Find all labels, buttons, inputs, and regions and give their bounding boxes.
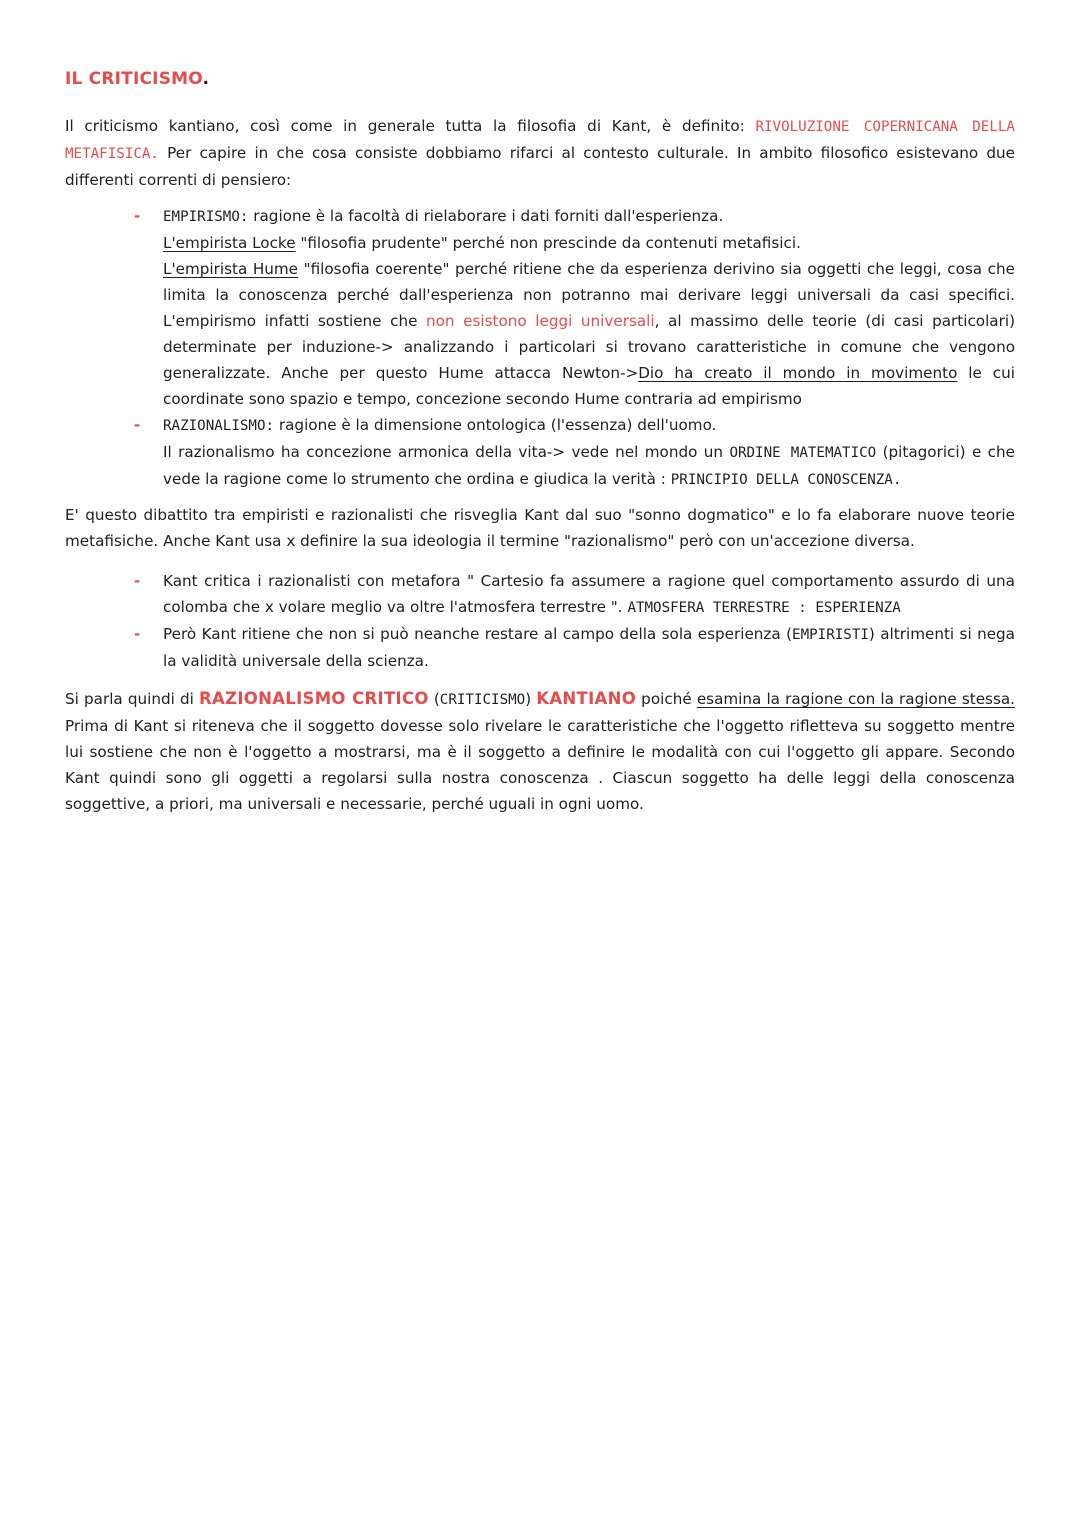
title-dot: . [202,69,210,89]
hume-text-3: le cui coordinate sono spazio e tempo, concezione secondo Hume contraria ad empirismo [163,364,1015,408]
intro-paragraph [65,113,1015,193]
dash-bullet: - [134,207,141,225]
concl-text-4: poiché [636,690,697,708]
hume-red-highlight: non esistono leggi universali [426,312,655,330]
dash-bullet: - [134,416,141,434]
principio-conoscenza: PRINCIPIO DELLA CONOSCENZA. [670,472,902,488]
concl-text-2: ( [428,690,440,708]
empirismo-def: ragione è la facoltà di rielaborare i dati forniti dall'esperienza. [248,207,724,225]
esamina-underlined: esamina la ragione con la ragione stessa. [696,690,1015,708]
razionalismo-def: ragione è la dimensione ontologica (l'essenza) dell'uomo. [274,416,717,434]
intro-text-2: Per capire in che cosa consiste dobbiamo rifarci al contesto culturale. In ambito filosofico esistevano due differenti correnti di pensiero: [65,144,1015,189]
concl-text-3: ) [525,690,537,708]
kantiano-highlight: KANTIANO [536,689,637,708]
razionalismo-text-1: Il razionalismo ha concezione armonica della vita-> vede nel mondo un [163,443,730,461]
conclusion-paragraph [65,686,1015,817]
atmosfera-caps: ATMOSFERA TERRESTRE : ESPERIENZA [627,600,901,616]
dash-bullet: - [134,572,141,590]
empiristi-caps: EMPIRISTI [792,627,869,643]
cartesio-text: Kant critica i razionalisti con metafora " Cartesio fa assumere a ragione quel comportamento assurdo di una colomba che x volare meglio va oltre l'atmosfera terrestre ". [163,572,1015,616]
page-title [65,66,209,92]
hume-text-2: , al massimo delle teorie (di casi particolari) determinate per induzione-> analizzando i particolari si trovano caratteristiche in comune che vengono generalizzate. Anche per questo Hume attacca Newton-> [163,312,1015,382]
kant-critique-list [134,568,1015,674]
list-item-razionalismo [134,412,1015,493]
criticismo-caps: CRITICISMO [439,692,526,708]
hume-text: "filosofia coerente" perché ritiene che da esperienza derivino sia oggetti che leggi, cosa che limita la conoscenza perché dall'esperienza non potranno mai derivare leggi universali da casi specifici. L'empirismo infatti sostiene che [163,260,1015,330]
concl-text-1: Si parla quindi di [65,690,199,708]
newton-underlined: Dio ha creato il mondo in movimento [638,364,958,382]
empirismo-label: EMPIRISMO: [163,209,249,225]
list-item-esperienza [134,621,1015,674]
hume-underlined: L'empirista Hume [163,260,299,278]
title-text: IL CRITICISMO [65,69,203,89]
esperienza-text-2: ) altrimenti si nega la validità universale della scienza. [163,625,1015,670]
rivoluzione-highlight: RIVOLUZIONE COPERNICANA DELLA METAFISICA. [65,119,1015,162]
ordine-matematico: ORDINE MATEMATICO [729,445,877,461]
list-item-empirismo [134,203,1015,412]
razionalismo-text-2: (pitagorici) e che vede la ragione come lo strumento che ordina e giudica la verità : [163,443,1015,488]
dash-bullet: - [134,625,141,643]
razionalismo-critico-highlight: RAZIONALISMO CRITICO [198,689,429,708]
razionalismo-label: RAZIONALISMO: [163,418,275,434]
esperienza-text-1: Però Kant ritiene che non si può neanche restare al campo della sola esperienza ( [163,625,793,643]
concl-text-5: Prima di Kant si riteneva che il soggetto dovesse solo rivelare le caratteristiche che l'oggetto rifletteva su soggetto mentre lui sostiene che non è l'oggetto a mostrarsi, ma è il soggetto a definire le modalità con cui l'oggetto gli appare. Secondo Kant quindi sono gli oggetti a regolarsi sulla nostra conoscenza . Ciascun soggetto ha delle leggi della conoscenza soggettive, a priori, ma universali e necessarie, perché uguali in ogni uomo. [65,717,1015,813]
currents-list [134,203,1015,493]
list-item-cartesio [134,568,1015,621]
debate-paragraph: E' questo dibattito tra empiristi e razionalisti che risveglia Kant dal suo "sonno dogmatico" e lo fa elaborare nuove teorie metafisiche. Anche Kant usa x definire la sua ideologia il termine "razionalismo" però con un'accezione diversa. [65,506,1015,550]
locke-underlined: L'empirista Locke [163,234,296,252]
locke-text: "filosofia prudente" perché non prescinde da contenuti metafisici. [295,234,801,252]
intro-text-1: Il criticismo kantiano, così come in generale tutta la filosofia di Kant, è definito: [65,117,756,135]
